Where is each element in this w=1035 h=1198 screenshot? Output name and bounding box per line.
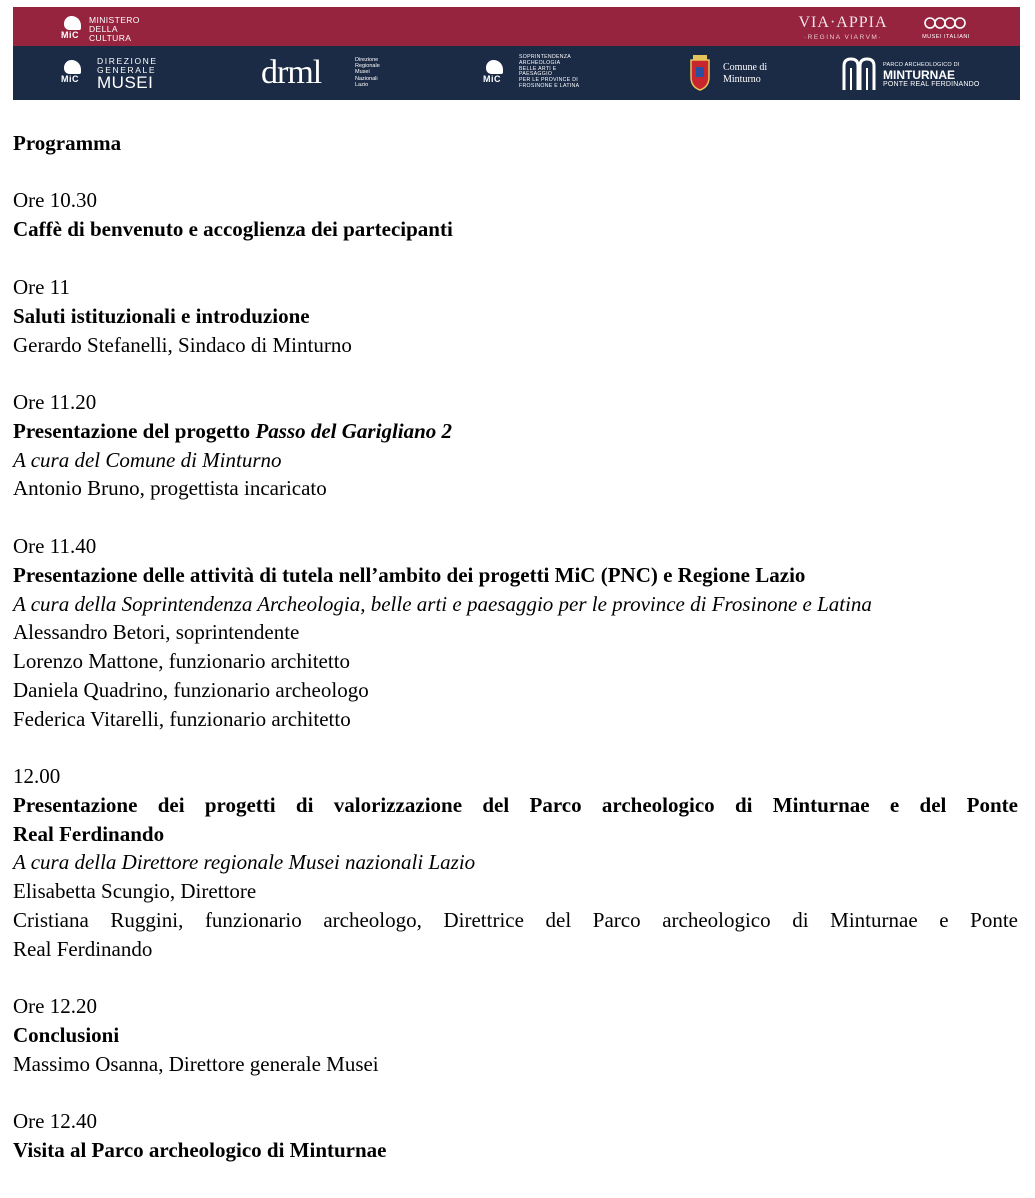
section-time: Ore 12.20 xyxy=(13,994,97,1018)
ministero-line-1: MINISTERO xyxy=(89,15,140,25)
speaker-line: Real Ferdinando xyxy=(13,936,153,961)
ministero-line-2: DELLA xyxy=(89,24,118,34)
soprintendenza-line-1: SOPRINTENDENZA xyxy=(519,54,572,60)
musei-italiani-label: MUSEI ITALIANI xyxy=(922,34,970,40)
program-section-2 xyxy=(13,273,1018,359)
drm-lazio-logo xyxy=(261,56,391,92)
coat-of-arms-icon xyxy=(687,55,713,91)
program-section-7 xyxy=(13,1107,1018,1165)
drm-mark: drml xyxy=(261,54,322,91)
section-cura: A cura della Direttore regionale Musei nazionali Lazio xyxy=(13,850,476,875)
section-cura: A cura della Soprintendenza Archeologia, belle arti e paesaggio per le province di Frosinone e Latina xyxy=(13,591,872,616)
speaker-line: Alessandro Betori, soprintendente xyxy=(13,620,300,645)
drm-line-3: Musei xyxy=(355,69,370,76)
section-title: Caffè di benvenuto e accoglienza dei partecipanti xyxy=(13,216,453,241)
section-title: Conclusioni xyxy=(13,1022,120,1047)
soprintendenza-line-5: PER LE PROVINCE DI xyxy=(519,77,579,84)
mic-label: MiC xyxy=(61,30,79,40)
speaker-line: Antonio Bruno, progettista incaricato xyxy=(13,476,327,501)
via-appia-logo xyxy=(793,14,893,44)
program-section-4 xyxy=(13,532,1018,734)
section-title xyxy=(13,417,1018,446)
via-appia-subtitle: ·REGINA VIARVM· xyxy=(803,34,882,41)
program-section-5 xyxy=(13,762,1018,964)
parco-columns-icon xyxy=(839,56,879,92)
ministero-line-3: CULTURA xyxy=(89,33,132,43)
speaker-line: Daniela Quadrino, funzionario archeologo xyxy=(13,677,369,702)
speaker-line: Elisabetta Scungio, Direttore xyxy=(13,879,257,904)
musei-italiani-icon xyxy=(921,15,971,31)
speaker-line: Cristiana Ruggini, funzionario archeologo, Direttrice del Parco archeologico di Minturnae e Ponte xyxy=(13,907,1018,932)
parco-small: PARCO ARCHEOLOGICO DI xyxy=(883,62,960,68)
soprintendenza-line-6: FROSINONE E LATINA xyxy=(519,82,580,89)
direzione-line-3: MUSEI xyxy=(97,73,154,92)
soprintendenza-line-3: BELLE ARTI E xyxy=(519,65,557,72)
comune-minturno-logo xyxy=(687,54,777,94)
section-time: Ore 11.40 xyxy=(13,534,97,558)
mic-head-icon xyxy=(61,15,85,41)
header-banner xyxy=(13,7,1020,100)
section-title: Presentazione delle attività di tutela nell’ambito dei progetti MiC (PNC) e Regione Lazio xyxy=(13,562,806,587)
parco-name: MINTURNAE xyxy=(883,68,955,82)
comune-line-1: Comune di xyxy=(723,62,768,73)
program-title: Programma xyxy=(13,131,122,155)
section-title-italic: Passo del Garigliano 2 xyxy=(255,418,453,443)
mic-head-icon-3 xyxy=(483,59,507,85)
parco-sub: PONTE REAL FERDINANDO xyxy=(883,81,980,88)
ministero-cultura-logo xyxy=(61,15,161,43)
program-section-3 xyxy=(13,388,1018,503)
parco-minturnae-logo xyxy=(839,54,989,94)
mic-label-2: MiC xyxy=(61,74,79,84)
drm-line-5: Lazio xyxy=(355,81,369,88)
speaker-line: Gerardo Stefanelli, Sindaco di Minturno xyxy=(13,332,352,357)
section-title-text: Presentazione del progetto xyxy=(13,418,256,443)
section-time: 12.00 xyxy=(13,764,61,788)
drm-line-2: Regionale xyxy=(355,63,380,70)
drm-line-1: Direzione xyxy=(355,57,379,63)
via-appia-name: VIA·APPIA xyxy=(798,14,888,31)
soprintendenza-line-2: ARCHEOLOGIA xyxy=(519,59,561,66)
program-section-6 xyxy=(13,992,1018,1078)
section-title: Visita al Parco archeologico di Minturnae xyxy=(13,1137,387,1162)
speaker-line: Federica Vitarelli, funzionario architetto xyxy=(13,706,351,731)
comune-line-2: Minturno xyxy=(723,74,761,85)
speaker-line: Lorenzo Mattone, funzionario architetto xyxy=(13,649,351,674)
speaker-line: Massimo Osanna, Direttore generale Musei xyxy=(13,1051,379,1076)
section-time: Ore 11.20 xyxy=(13,390,97,414)
drm-line-4: Nazionali xyxy=(355,75,378,82)
section-title: Saluti istituzionali e introduzione xyxy=(13,303,310,328)
direzione-line-1: DIREZIONE xyxy=(97,56,158,66)
section-title-line-2: Real Ferdinando xyxy=(13,821,165,846)
mic-head-icon-2 xyxy=(61,59,85,85)
musei-italiani-logo xyxy=(916,15,976,43)
section-cura: A cura del Comune di Minturno xyxy=(13,447,282,472)
soprintendenza-line-4: PAESAGGIO xyxy=(519,71,553,78)
section-time: Ore 10.30 xyxy=(13,188,97,212)
direzione-line-2: GENERALE xyxy=(97,65,157,75)
soprintendenza-logo xyxy=(483,55,603,93)
section-time: Ore 12.40 xyxy=(13,1109,97,1133)
section-title-line-1: Presentazione dei progetti di valorizzazione del Parco archeologico di Minturnae e del Ponte xyxy=(13,792,1018,817)
direzione-generale-musei-logo xyxy=(61,56,171,90)
section-time: Ore 11 xyxy=(13,275,70,299)
program-section-1 xyxy=(13,186,1018,244)
mic-label-3: MiC xyxy=(483,74,501,84)
